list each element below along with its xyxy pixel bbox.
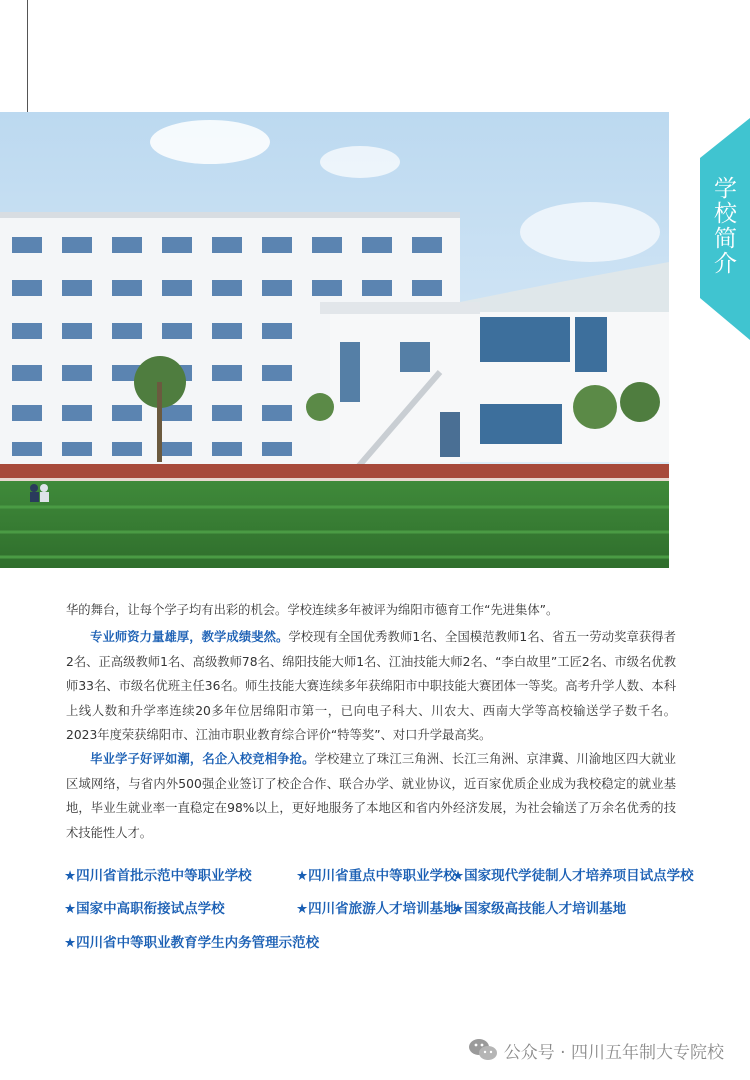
paragraph-2-highlight: 专业师资力量雄厚，教学成绩斐然。 xyxy=(90,630,289,644)
watermark-text: 公众号 · 四川五年制大专院校 xyxy=(503,1042,724,1063)
honor-item: ★四川省首批示范中等职业学校 xyxy=(64,868,252,884)
honor-item: ★四川省重点中等职业学校 xyxy=(296,868,457,884)
wechat-icon xyxy=(468,1037,498,1063)
campus-photo xyxy=(0,112,669,568)
section-side-tab xyxy=(700,118,750,340)
honor-item: ★国家现代学徒制人才培养项目试点学校 xyxy=(452,868,694,884)
honor-item: ★四川省中等职业教育学生内务管理示范校 xyxy=(64,935,320,951)
left-margin-rule xyxy=(27,0,28,112)
paragraph-3-body: 学校建立了珠江三角洲、长江三角洲、京津冀、川渝地区四大就业区域网络，与省内外500强企业签订了校企合作、联合办学、就业协议，近百家优质企业成为我校稳定的就业基地，毕业生就业率一直稳定在98%以上，更好地服务了本地区和省内外经济发展，为社会输送了万余名优秀的技术技能性人才。 xyxy=(66,752,676,840)
paragraph-1 xyxy=(66,598,676,623)
paragraph-2 xyxy=(66,625,676,748)
paragraph-3-highlight: 毕业学子好评如潮，名企入校竞相争抢。 xyxy=(90,752,315,766)
honor-item: ★国家中高职衔接试点学校 xyxy=(64,901,225,917)
paragraph-1-text: 华的舞台，让每个学子均有出彩的机会。学校连续多年被评为绵阳市德育工作“先进集体”。 xyxy=(66,603,559,617)
watermark xyxy=(468,1037,724,1063)
paragraph-3 xyxy=(66,747,676,845)
side-tab-label: 学校简介 xyxy=(710,176,736,276)
honor-item: ★四川省旅游人才培训基地 xyxy=(296,901,457,917)
paragraph-2-body: 学校现有全国优秀教师1名、全国模范教师1名、省五一劳动奖章获得者2名、正高级教师1名、高级教师78名、绵阳技能大师1名、江油技能大师2名、“李白故里”工匠2名、市级名优教师33名、市级名优班主任36名。师生技能大赛连续多年获绵阳市中职技能大赛团体一等奖。高考升学人数、本科上线人数和升学率连续20多年位居绵阳市第一，已向电子科大、川农大、西南大学等高校输送学子数千名。2023年度荣获绵阳市、江油市职业教育综合评价“特等奖”、对口升学最高奖。 xyxy=(66,630,676,742)
honor-item: ★国家级高技能人才培训基地 xyxy=(452,901,627,917)
